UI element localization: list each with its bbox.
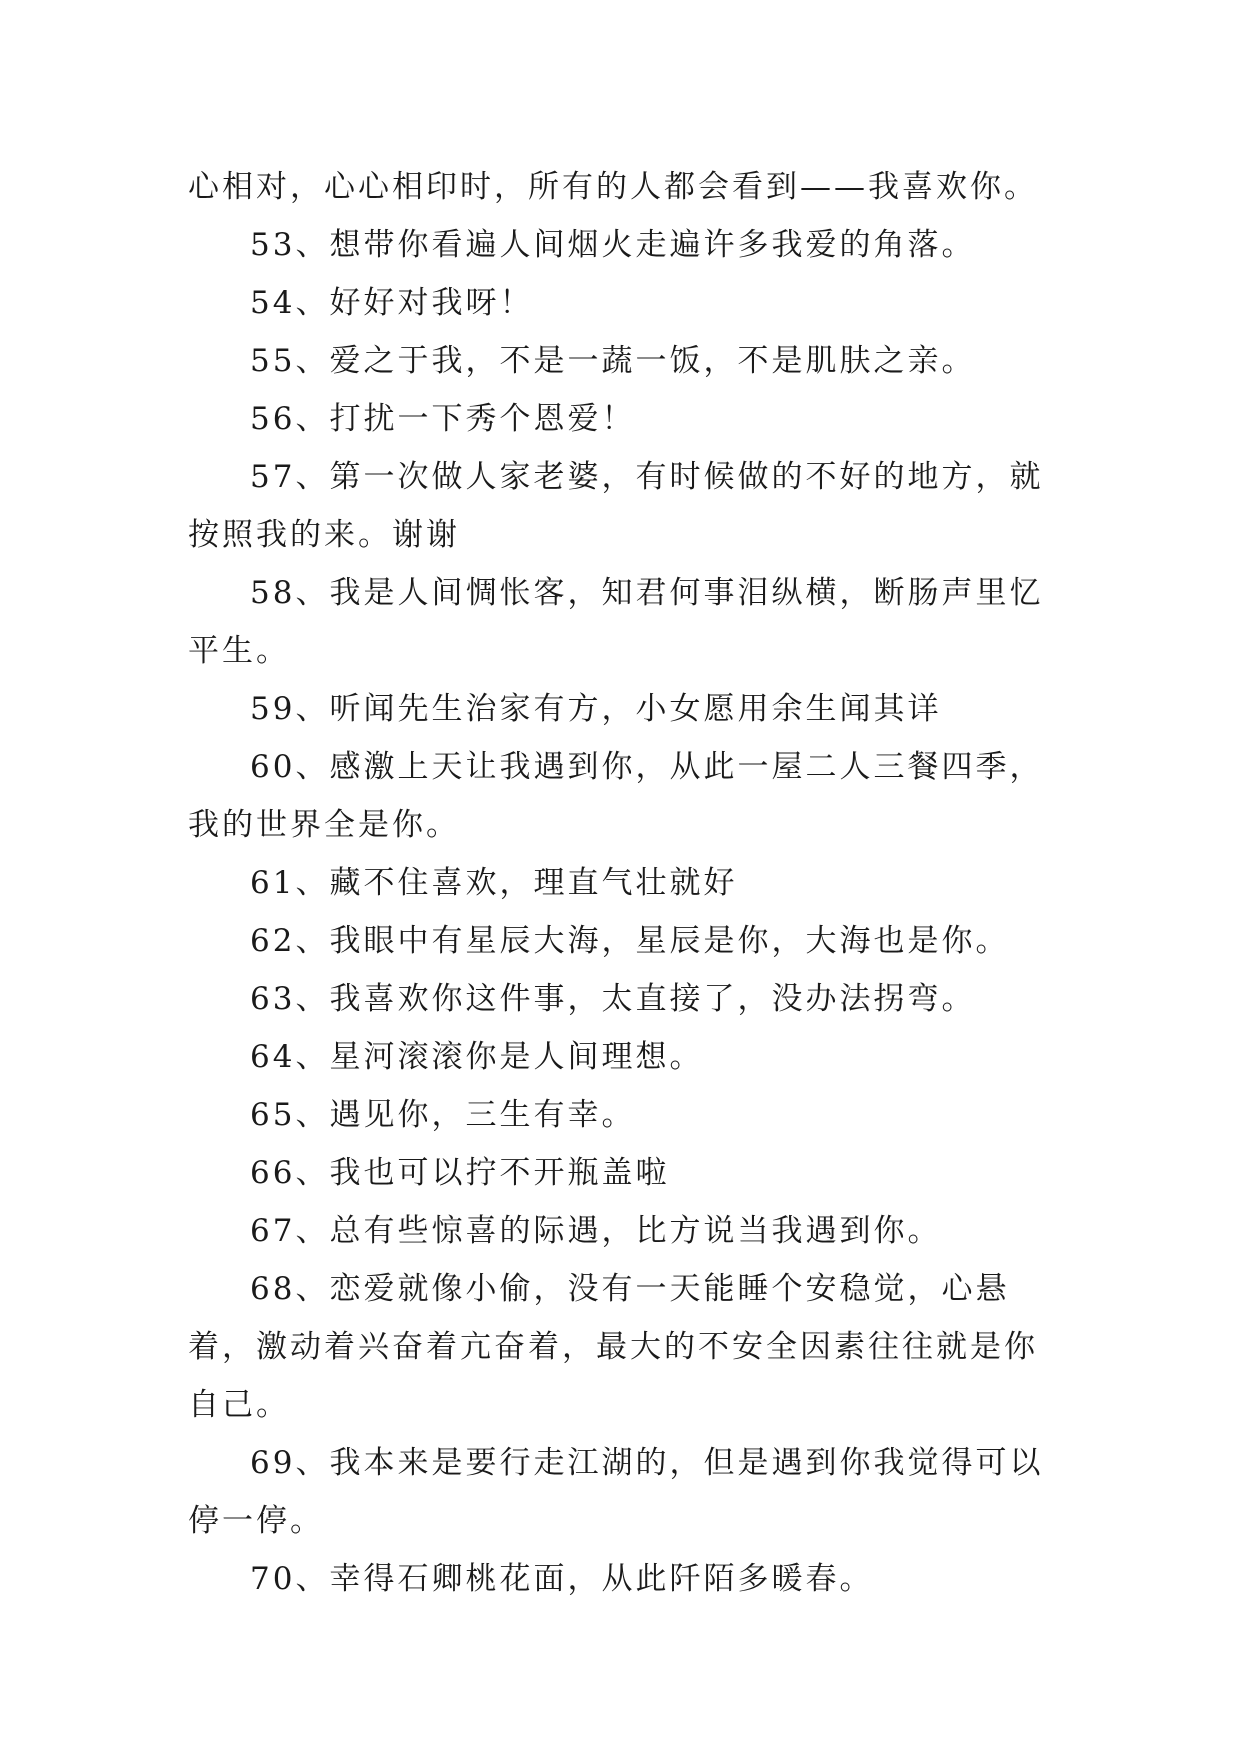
list-item: 53、想带你看遍人间烟火走遍许多我爱的角落。: [250, 227, 976, 263]
list-item: 68、恋爱就像小偷，没有一天能睡个安稳觉，心悬着，激动着兴奋着亢奋着，最大的不安全因素往往就是你自己。: [188, 1271, 1038, 1423]
paragraph-continuation: 心相对，心心相印时，所有的人都会看到——我喜欢你。: [188, 169, 1038, 205]
list-item: 61、藏不住喜欢，理直气壮就好: [250, 865, 738, 901]
list-item: 64、星河滚滚你是人间理想。: [250, 1039, 704, 1075]
list-item: 55、爱之于我，不是一蔬一饭，不是肌肤之亲。: [250, 343, 976, 379]
list-item: 54、好好对我呀！: [250, 285, 534, 321]
list-item: 60、感激上天让我遇到你，从此一屋二人三餐四季，我的世界全是你。: [188, 749, 1044, 843]
list-item: 63、我喜欢你这件事，太直接了，没办法拐弯。: [250, 981, 976, 1017]
list-item: 56、打扰一下秀个恩爱！: [250, 401, 636, 437]
list-item: 58、我是人间惆怅客，知君何事泪纵横，断肠声里忆平生。: [188, 575, 1044, 669]
list-item: 69、我本来是要行走江湖的，但是遇到你我觉得可以停一停。: [188, 1445, 1044, 1539]
list-item: 62、我眼中有星辰大海，星辰是你，大海也是你。: [250, 923, 1010, 959]
document-body: [188, 158, 1068, 1608]
list-item: 65、遇见你，三生有幸。: [250, 1097, 636, 1133]
list-item: 59、听闻先生治家有方，小女愿用余生闻其详: [250, 691, 942, 727]
list-item: 66、我也可以拧不开瓶盖啦: [250, 1155, 670, 1191]
list-item: 57、第一次做人家老婆，有时候做的不好的地方，就按照我的来。谢谢: [188, 459, 1044, 553]
list-item: 67、总有些惊喜的际遇，比方说当我遇到你。: [250, 1213, 942, 1249]
list-item: 70、幸得石卿桃花面，从此阡陌多暖春。: [250, 1561, 874, 1597]
